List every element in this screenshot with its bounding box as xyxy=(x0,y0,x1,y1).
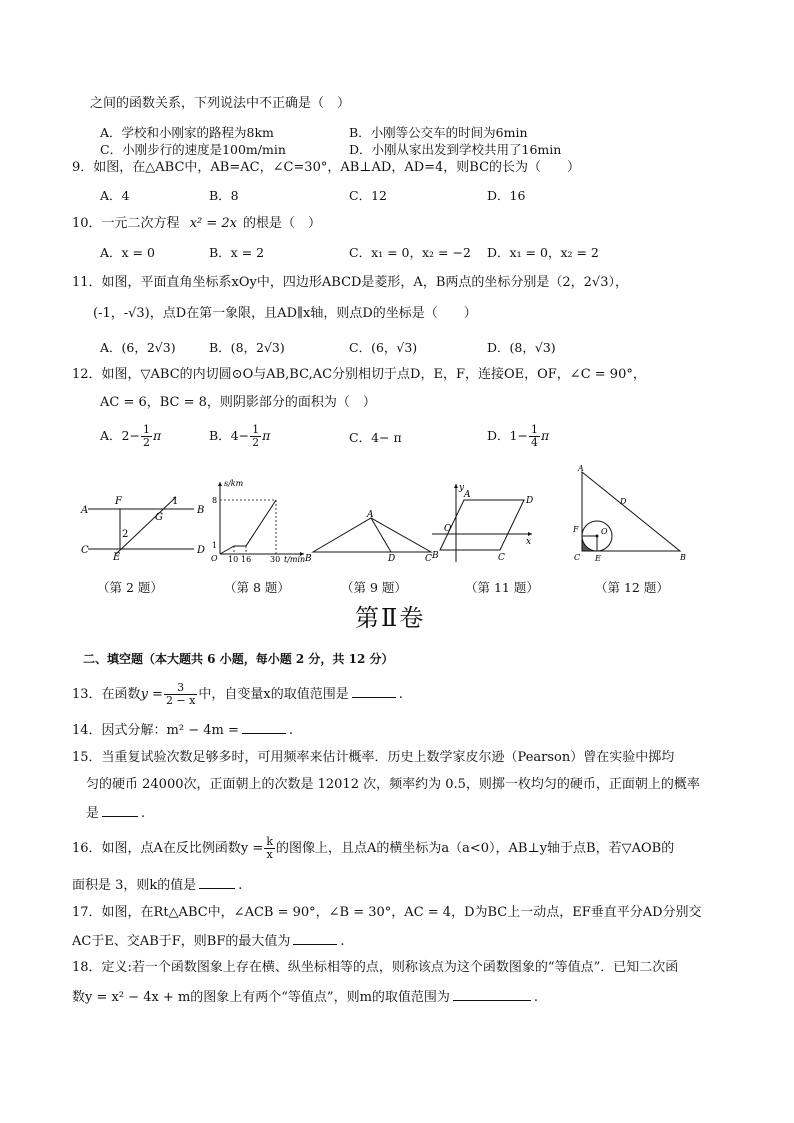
label-f: F xyxy=(573,525,579,534)
q15-text-1: 当重复试验次数足够多时，可用频率来估计概率．历史上数学家皮尔逊（Pearson）曾在实验中掷均 xyxy=(101,750,675,765)
q16-end: . xyxy=(238,878,243,893)
label-b: B xyxy=(197,505,205,516)
q15-number: 15． xyxy=(72,750,102,765)
caption-fig-12: （第 12 题） xyxy=(595,580,669,595)
label-a: A xyxy=(464,490,471,500)
q16-text-2: 面积是 3，则k的值是 xyxy=(72,878,197,893)
figure-8-distance-time-graph xyxy=(200,476,310,564)
q11-number: 11． xyxy=(72,275,102,290)
label-f: F xyxy=(115,496,122,507)
label-o: O xyxy=(601,527,608,536)
q16-line2 xyxy=(72,876,242,894)
q9-option-b: B．8 xyxy=(209,188,239,203)
tick-16: 16 xyxy=(241,555,252,564)
label-b: B xyxy=(432,551,439,561)
q12-option-c: C．4− π xyxy=(349,430,402,445)
frac-numerator: k xyxy=(266,835,273,848)
label-a: A xyxy=(367,510,374,520)
label-d: D xyxy=(526,496,534,506)
angle-2: 2 xyxy=(122,529,129,540)
label-c: C xyxy=(574,553,581,562)
q9-line xyxy=(72,160,580,176)
q16-fraction xyxy=(264,836,275,861)
q13-answer-blank[interactable] xyxy=(352,685,396,698)
q18-text-2: 数y = x² − 4x + m的图象上有两个“等值点”，则m的取值范围为 xyxy=(72,990,450,1005)
q9-option-d: D．16 xyxy=(487,188,526,203)
q18-answer-blank[interactable] xyxy=(453,988,531,1001)
q12-option-a xyxy=(100,424,161,449)
q13-number: 13． xyxy=(72,687,102,702)
label-b: B xyxy=(680,553,686,562)
q12-option-a-text: A．2− xyxy=(100,428,140,443)
q17-line2 xyxy=(72,932,345,950)
label-a: A xyxy=(578,464,584,473)
q12-option-d-text: D．1− xyxy=(487,428,528,443)
q13-function: y = xyxy=(140,687,163,702)
q12-stem-1: 如图，▽ABC的内切圆⊙O与AB,BC,AC分别相切于点D，E，F，连接OE，OF，∠C = 90°， xyxy=(101,367,646,382)
q11-line2: (-1，-√3)，点D在第一象限，且AD∥x轴，则点D的坐标是（ ） xyxy=(93,306,477,321)
q15-line1 xyxy=(72,750,674,766)
q14-end: . xyxy=(288,723,294,738)
label-d: D xyxy=(620,497,627,506)
q16-number: 16． xyxy=(72,841,102,856)
q10-number: 10． xyxy=(72,216,102,231)
label-g: G xyxy=(155,512,163,523)
q12-option-b-fraction xyxy=(250,424,261,449)
frac-numerator: 1 xyxy=(252,423,260,436)
origin: O xyxy=(444,524,452,534)
q10-option-b: B．x = 2 xyxy=(209,245,265,260)
q9-stem: 如图，在△ABC中，AB=AC，∠C=30°，AB⊥AD，AD=4，则BC的长为（ ） xyxy=(93,160,581,175)
q18-text-1: 定义:若一个函数图象上存在横、纵坐标相等的点，则称该点为这个函数图象的“等值点”．已知二次函 xyxy=(101,960,679,975)
y-label: s/km xyxy=(224,479,244,488)
label-d: D xyxy=(197,545,206,556)
q16-line1 xyxy=(72,836,674,861)
q12-line1 xyxy=(72,367,646,383)
triangle-abc xyxy=(313,518,431,552)
label-b: B xyxy=(305,554,312,564)
q17-end: . xyxy=(340,934,345,949)
origin: O xyxy=(211,554,218,563)
q10-tail: 的根是（ ） xyxy=(243,216,322,231)
q10-line xyxy=(72,216,321,232)
q18-end: . xyxy=(533,990,539,1005)
q12-option-b xyxy=(209,424,270,449)
q14-answer-blank[interactable] xyxy=(242,721,286,734)
frac-denominator: 2 xyxy=(142,436,150,449)
label-a: A xyxy=(81,505,89,516)
frac-denominator: x xyxy=(266,848,273,861)
caption-fig-11: （第 11 题） xyxy=(465,580,539,595)
q18-line2 xyxy=(72,988,538,1006)
q10-option-c: C．x₁ = 0，x₂ = −2 xyxy=(349,245,471,260)
q12-option-d-fraction xyxy=(529,424,540,449)
frac-denominator: 4 xyxy=(530,436,538,449)
pi-symbol: π xyxy=(262,428,271,443)
frac-denominator: 2 − x xyxy=(165,694,196,707)
q15-end: . xyxy=(141,806,146,821)
label-e: E xyxy=(113,552,121,562)
q10-equation: x² = 2x xyxy=(189,216,238,231)
q17-line1 xyxy=(72,905,702,921)
section-2-header: 二、填空题（本大题共 6 小题，每小题 2 分，共 12 分） xyxy=(83,652,394,666)
label-c: C xyxy=(498,553,505,563)
label-c: C xyxy=(81,545,89,556)
tick-10: 10 xyxy=(228,555,239,564)
q18-number: 18． xyxy=(72,960,102,975)
part-2-title: 第Ⅱ卷 xyxy=(355,604,426,632)
q11-option-d: D．(8，√3) xyxy=(487,340,556,355)
q8-option-b: B．小刚等公交车的时间为6min xyxy=(349,125,528,140)
caption-fig-8: （第 8 题） xyxy=(224,580,290,595)
q12-option-b-text: B．4− xyxy=(209,428,250,443)
q17-answer-blank[interactable] xyxy=(293,932,337,945)
figure-2-parallel-lines xyxy=(76,492,206,562)
q13-pre: 在函数 xyxy=(101,687,141,702)
q15-line2: 匀的硬币 24000次，正面朝上的次数是 12012 次，频率约为 0.5，则掷一枚均匀的硬币，正面朝上的概率 xyxy=(86,777,700,792)
q12-option-d xyxy=(487,424,549,449)
q18-line1 xyxy=(72,960,678,976)
q13-fraction xyxy=(164,682,197,707)
y-arrow xyxy=(218,482,222,486)
rhombus-abcd xyxy=(440,500,524,550)
q17-text-2: AC于E、交AB于F，则BF的最大值为 xyxy=(72,934,291,949)
frac-numerator: 3 xyxy=(164,682,197,695)
q8-option-d: D．小刚从家出发到学校共用了16min xyxy=(349,142,562,157)
q14-number: 14． xyxy=(72,723,102,738)
frac-numerator: 1 xyxy=(530,423,538,436)
center-dot xyxy=(596,535,599,538)
label-c: C xyxy=(425,554,432,564)
q15-answer-blank[interactable] xyxy=(102,804,138,817)
caption-fig-9: （第 9 题） xyxy=(341,580,407,595)
q13-post: 中，自变量x的取值范围是 xyxy=(198,687,349,702)
frac-numerator: 1 xyxy=(142,423,150,436)
q14-line xyxy=(72,721,293,739)
figure-9-triangle xyxy=(303,506,443,564)
q9-number: 9． xyxy=(72,160,94,175)
q12-number: 12． xyxy=(72,367,102,382)
pi-symbol: π xyxy=(540,428,550,443)
figure-12-incircle xyxy=(568,464,690,564)
x-label: t/min xyxy=(284,555,306,564)
x-arrow xyxy=(528,532,532,536)
q9-option-c: C．12 xyxy=(349,188,387,203)
distance-line xyxy=(220,500,276,554)
q17-text-1: 如图，在Rt△ABC中，∠ACB = 90°，∠B = 30°，AC = 4，D为BC上一动点，EF垂直平分AD分别交 xyxy=(101,905,702,920)
q12-line2: AC = 6，BC = 8，则阴影部分的面积为（ ） xyxy=(100,395,376,410)
q10-stem: 一元二次方程 xyxy=(101,216,180,231)
pi-symbol: π xyxy=(152,428,162,443)
tick-1: 1 xyxy=(212,541,218,550)
q11-stem-1: 如图，平面直角坐标系xOy中，四边形ABCD是菱形，A，B两点的坐标分别是（2，2√3）， xyxy=(101,275,628,290)
label-d: D xyxy=(388,554,396,564)
q16-answer-blank[interactable] xyxy=(199,876,235,889)
q16-post: 的图像上，且点A的横坐标为a（a<0），AB⊥y轴于点B，若▽AOB的 xyxy=(275,841,675,856)
q11-option-a: A．(6，2√3) xyxy=(100,340,176,355)
x-label: x xyxy=(526,537,532,547)
q11-line1 xyxy=(72,275,628,291)
q10-option-d: D．x₁ = 0，x₂ = 2 xyxy=(487,245,599,260)
label-e: E xyxy=(595,554,601,563)
frac-denominator: 2 xyxy=(252,436,260,449)
transversal xyxy=(116,496,179,554)
q11-option-b: B．(8，2√3) xyxy=(209,340,285,355)
caption-fig-2: （第 2 题） xyxy=(97,580,163,595)
q10-option-a: A．x = 0 xyxy=(100,245,155,260)
q15-text-3: 是 xyxy=(86,806,100,821)
q9-option-a: A．4 xyxy=(100,188,130,203)
q8-option-a: A．学校和小刚家的路程为8km xyxy=(100,125,274,140)
y-label: y xyxy=(459,483,465,493)
q13-end: . xyxy=(398,687,403,702)
q15-line3 xyxy=(86,804,145,822)
figure-11-rhombus-axes xyxy=(428,478,538,564)
q14-text: 因式分解：m² − 4m = xyxy=(101,723,239,738)
tick-30: 30 xyxy=(270,555,281,564)
y-arrow xyxy=(454,484,458,488)
q16-pre: 如图，点A在反比例函数y = xyxy=(101,841,264,856)
q13-line xyxy=(72,682,403,707)
q8-stem: 之间的函数关系，下列说法中不正确是（ ） xyxy=(90,96,351,111)
q8-option-c: C．小刚步行的速度是100m/min xyxy=(100,142,286,157)
q11-option-c: C．(6，√3) xyxy=(349,340,418,355)
tick-8: 8 xyxy=(212,496,218,505)
q17-number: 17． xyxy=(72,905,102,920)
q12-option-a-fraction xyxy=(141,424,152,449)
angle-1: 1 xyxy=(172,496,179,507)
